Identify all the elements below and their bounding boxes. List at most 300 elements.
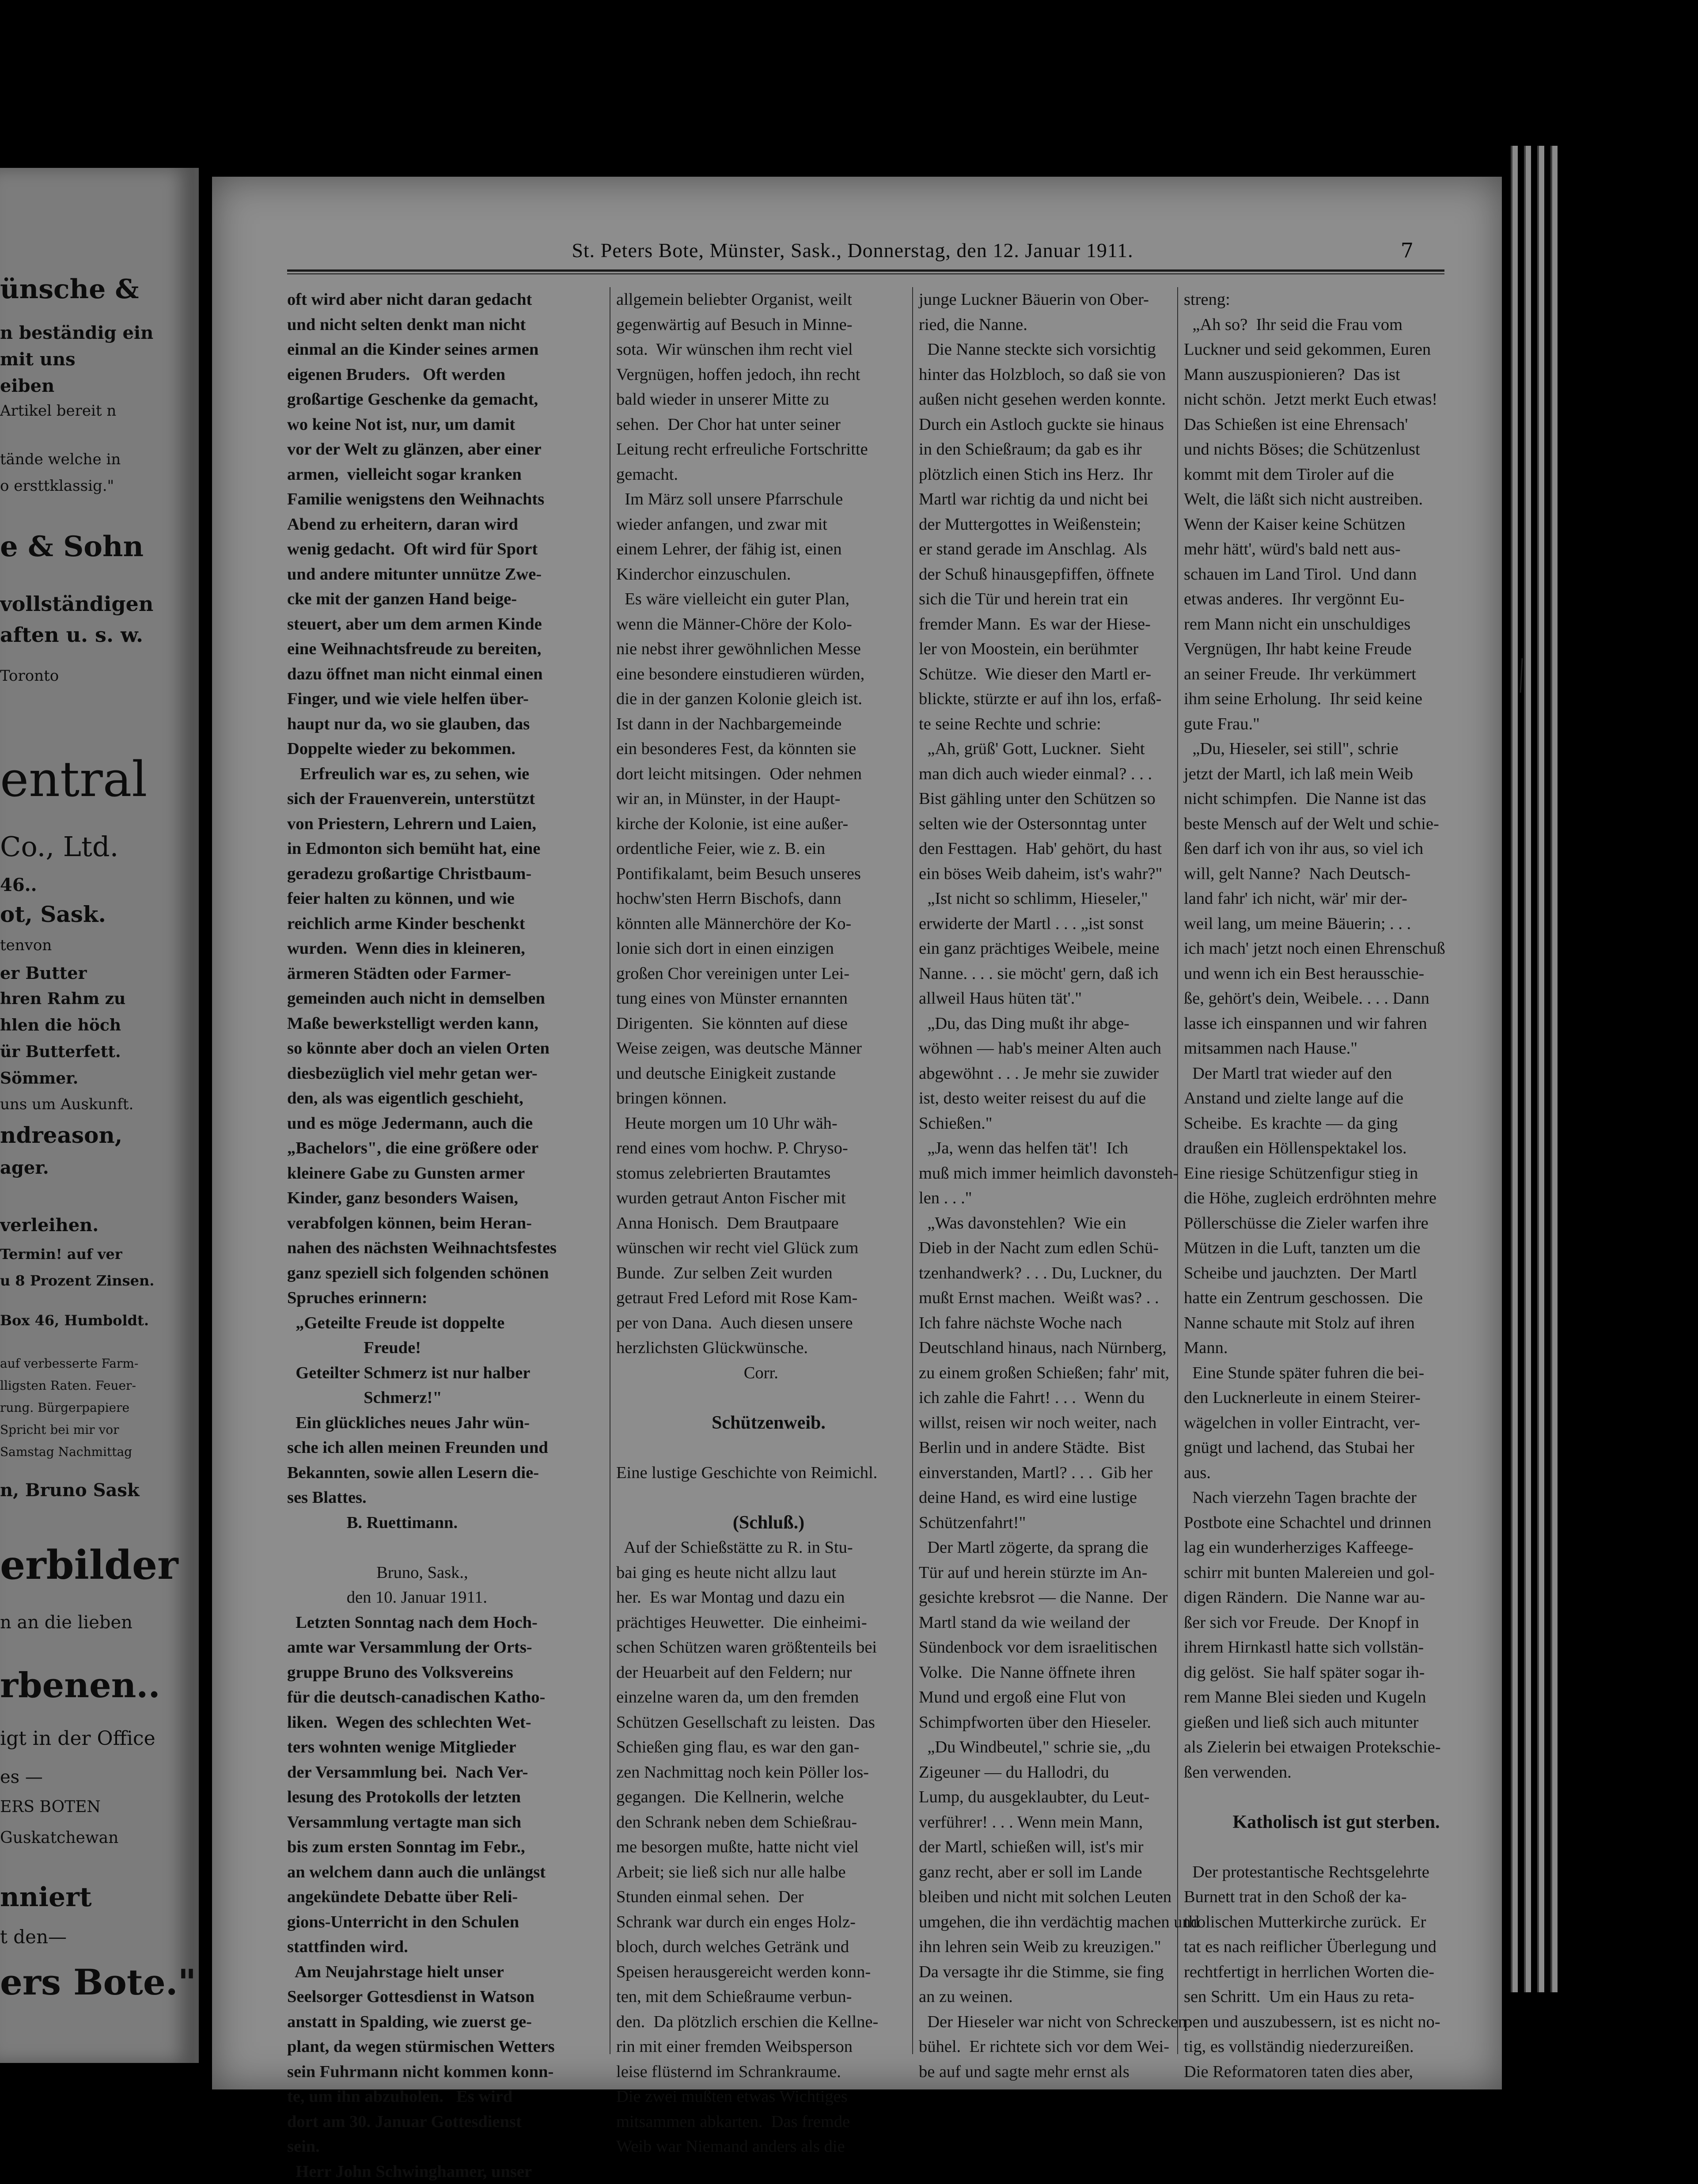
text-line: den Festtagen. Hab' gehört, du hast bbox=[919, 836, 1224, 861]
text-line: Pöllerschüsse die Zieler warfen ihre bbox=[1184, 1211, 1489, 1236]
text-line: wurden. Wenn dies in kleineren, bbox=[287, 936, 592, 961]
text-line: ters wohnten wenige Mitglieder bbox=[287, 1735, 592, 1760]
text-line: wurden getraut Anton Fischer mit bbox=[616, 1186, 921, 1211]
text-line: ten, mit dem Schießraume verbun- bbox=[616, 1984, 921, 2010]
text-line: ein besonderes Fest, da könnten sie bbox=[616, 736, 921, 762]
text-line: herzlichsten Glückwünsche. bbox=[616, 1335, 921, 1361]
text-line: allgemein beliebter Organist, weilt bbox=[616, 287, 921, 312]
text-line: Mann auszuspionieren? Das ist bbox=[1184, 362, 1489, 387]
left-page-line: aften u. s. w. bbox=[0, 623, 186, 647]
text-line: dazu öffnet man nicht einmal einen bbox=[287, 662, 592, 687]
text-line: den, als was eigentlich geschieht, bbox=[287, 1086, 592, 1111]
text-line: Schützen Gesellschaft zu leisten. Das bbox=[616, 1710, 921, 1735]
text-line: beste Mensch auf der Welt und schie- bbox=[1184, 811, 1489, 837]
text-line: liken. Wegen des schlechten Wet- bbox=[287, 1710, 592, 1735]
left-page-line: o ersttklassig." bbox=[0, 477, 186, 495]
text-line: plötzlich einen Stich ins Herz. Ihr bbox=[919, 462, 1224, 487]
text-line: deine Hand, es wird eine lustige bbox=[919, 1485, 1224, 1510]
text-line: gnügt und lachend, das Stubai her bbox=[1184, 1435, 1489, 1460]
text-line: bloch, durch welches Getränk und bbox=[616, 1934, 921, 1960]
text-line: abgewöhnt . . . Je mehr sie zuwider bbox=[919, 1061, 1224, 1086]
text-line: Bruno, Sask., bbox=[287, 1560, 592, 1585]
text-line bbox=[287, 1535, 592, 1560]
text-line: Weise zeigen, was deutsche Männer bbox=[616, 1036, 921, 1061]
text-line: zu einem großen Schießen; fahr' mit, bbox=[919, 1361, 1224, 1386]
text-line: land fahr' ich nicht, wär' mir der- bbox=[1184, 886, 1489, 911]
text-line: Lump, du ausgeklaubter, du Leut- bbox=[919, 1785, 1224, 1810]
text-line: Freude! bbox=[287, 1335, 592, 1361]
text-line: wo keine Not ist, nur, um damit bbox=[287, 412, 592, 437]
text-line: ried, die Nanne. bbox=[919, 312, 1224, 337]
text-line: blickte, stürzte er auf ihn los, erfaß- bbox=[919, 686, 1224, 712]
text-line: Heute morgen um 10 Uhr wäh- bbox=[616, 1111, 921, 1136]
left-page-line: t den— bbox=[0, 1926, 186, 1948]
text-line: tig, es vollständig niederzureißen. bbox=[1184, 2034, 1489, 2059]
text-line: Doppelte wieder zu bekommen. bbox=[287, 736, 592, 762]
text-line: haupt nur da, wo sie glauben, das bbox=[287, 712, 592, 737]
text-line: Corr. bbox=[616, 1361, 921, 1386]
text-line: bleiben und nicht mit solchen Leuten bbox=[919, 1884, 1224, 1910]
text-line: ßen darf ich von ihr aus, so viel ich bbox=[1184, 836, 1489, 861]
page-stack-edges bbox=[1511, 146, 1577, 1992]
newspaper-masthead-line: St. Peters Bote, Münster, Sask., Donnerstag, den 12. Januar 1911. bbox=[287, 239, 1418, 262]
text-line: bringen können. bbox=[616, 1086, 921, 1111]
text-line: wenig gedacht. Oft wird für Sport bbox=[287, 537, 592, 562]
page-number: 7 bbox=[1401, 239, 1414, 262]
left-page-line: Co., Ltd. bbox=[0, 830, 186, 863]
text-line: tat es nach reiflicher Überlegung und bbox=[1184, 1934, 1489, 1960]
text-line: leise flüsternd im Schrankraume. bbox=[616, 2059, 921, 2085]
text-line: Vergnügen, Ihr habt keine Freude bbox=[1184, 637, 1489, 662]
text-line: draußen ein Höllenspektakel los. bbox=[1184, 1136, 1489, 1161]
left-page-line: e & Sohn bbox=[0, 530, 186, 563]
text-line: junge Luckner Bäuerin von Ober- bbox=[919, 287, 1224, 312]
text-line: Burnett trat in den Schoß der ka- bbox=[1184, 1884, 1489, 1910]
left-page-line: ndreason, bbox=[0, 1122, 186, 1148]
text-line: schauen im Land Tirol. Und dann bbox=[1184, 562, 1489, 587]
text-line: steuert, aber um dem armen Kinde bbox=[287, 612, 592, 637]
text-line: gegangen. Die Kellnerin, welche bbox=[616, 1785, 921, 1810]
text-line: angekündete Debatte über Reli- bbox=[287, 1884, 592, 1910]
text-line bbox=[616, 1385, 921, 1410]
text-line: einem Lehrer, der fähig ist, einen bbox=[616, 537, 921, 562]
text-line: zen Nachmittag noch kein Pöller los- bbox=[616, 1760, 921, 1785]
text-line: Familie wenigstens den Weihnachts bbox=[287, 487, 592, 512]
text-line: eigenen Bruders. Oft werden bbox=[287, 362, 592, 387]
text-line: ses Blattes. bbox=[287, 1485, 592, 1510]
text-line: Am Neujahrstage hielt unser bbox=[287, 1960, 592, 1985]
text-line: Deutschland hinaus, nach Nürnberg, bbox=[919, 1335, 1224, 1361]
text-line: wenn die Männer-Chöre der Kolo- bbox=[616, 612, 921, 637]
text-line: digen Rändern. Die Nanne war au- bbox=[1184, 1585, 1489, 1610]
text-line: fremder Mann. Es war der Hiese- bbox=[919, 612, 1224, 637]
text-line: rem Manne Blei sieden und Kugeln bbox=[1184, 1685, 1489, 1710]
text-line: „Du, Hieseler, sei still", schrie bbox=[1184, 736, 1489, 762]
text-line: lesung des Protokolls der letzten bbox=[287, 1785, 592, 1810]
left-page-fragment bbox=[0, 168, 199, 2063]
text-line: stomus zelebrierten Brautamtes bbox=[616, 1161, 921, 1186]
text-line: der Martl, schießen will, ist's mir bbox=[919, 1835, 1224, 1860]
text-line: Maße bewerkstelligt werden kann, bbox=[287, 1011, 592, 1036]
text-line: Im März soll unsere Pfarrschule bbox=[616, 487, 921, 512]
left-page-line: ERS BOTEN bbox=[0, 1798, 186, 1816]
text-line: allweil Haus hüten tät'." bbox=[919, 986, 1224, 1011]
text-line: wieder anfangen, und zwar mit bbox=[616, 512, 921, 537]
pen-mark bbox=[1520, 658, 1524, 694]
text-line: ein ganz prächtiges Weibele, meine bbox=[919, 936, 1224, 961]
left-page-line: Artikel bereit n bbox=[0, 402, 186, 420]
text-line: ich mach' jetzt noch einen Ehrenschuß bbox=[1184, 936, 1489, 961]
left-page-line: u 8 Prozent Zinsen. bbox=[0, 1272, 186, 1289]
text-line: Ich fahre nächste Woche nach bbox=[919, 1311, 1224, 1336]
text-line: gegenwärtig auf Besuch in Minne- bbox=[616, 312, 921, 337]
text-line: Mann. bbox=[1184, 1335, 1489, 1361]
text-line: wir an, in Münster, in der Haupt- bbox=[616, 786, 921, 811]
text-line: Dieb in der Nacht zum edlen Schü- bbox=[919, 1236, 1224, 1261]
text-line: in den Schießraum; da gab es ihr bbox=[919, 437, 1224, 462]
text-line: Versammlung vertagte man sich bbox=[287, 1810, 592, 1835]
text-line: „Ah so? Ihr seid die Frau vom bbox=[1184, 312, 1489, 337]
left-page-line: er Butter bbox=[0, 963, 186, 983]
text-line: nahen des nächsten Weihnachtsfestes bbox=[287, 1236, 592, 1261]
text-line: der Versammlung bei. Nach Ver- bbox=[287, 1760, 592, 1785]
text-line: dort leicht mitsingen. Oder nehmen bbox=[616, 762, 921, 787]
text-line: eine Weihnachtsfreude zu bereiten, bbox=[287, 637, 592, 662]
text-line: ße, gehört's dein, Weibele. . . . Dann bbox=[1184, 986, 1489, 1011]
text-line: nie nebst ihrer gewöhnlichen Messe bbox=[616, 637, 921, 662]
text-line: Mund und ergoß eine Flut von bbox=[919, 1685, 1224, 1710]
text-line: „Du Windbeutel," schrie sie, „du bbox=[919, 1735, 1224, 1760]
left-page-line: entral bbox=[0, 751, 186, 808]
left-page-line: ünsche & bbox=[0, 274, 186, 305]
text-line: Geteilter Schmerz ist nur halber bbox=[287, 1361, 592, 1386]
text-line: ganz recht, aber er soll im Lande bbox=[919, 1860, 1224, 1885]
text-line: Speisen herausgereicht werden konn- bbox=[616, 1960, 921, 1985]
text-line: Seelsorger Gottesdienst in Watson bbox=[287, 1984, 592, 2010]
text-line: Kinderchor einzuschulen. bbox=[616, 562, 921, 587]
text-line: gute Frau." bbox=[1184, 712, 1489, 737]
text-line: Welt, die läßt sich nicht austreiben. bbox=[1184, 487, 1489, 512]
text-line: Scheibe und jauchzten. Der Martl bbox=[1184, 1261, 1489, 1286]
left-page-line: n beständig ein bbox=[0, 322, 186, 343]
text-line: rem Mann nicht ein unschuldiges bbox=[1184, 612, 1489, 637]
left-page-line: auf verbesserte Farm- bbox=[0, 1356, 186, 1371]
text-line: Luckner und seid gekommen, Euren bbox=[1184, 337, 1489, 362]
text-line: sich die Tür und herein trat ein bbox=[919, 587, 1224, 612]
article-column-1 bbox=[287, 287, 592, 2184]
left-page-line: rung. Bürgerpapiere bbox=[0, 1400, 186, 1415]
text-line: Eine lustige Geschichte von Reimichl. bbox=[616, 1460, 921, 1486]
text-line: Herr John Schwinghamer, unser bbox=[287, 2159, 592, 2184]
text-line: anstatt in Spalding, wie zuerst ge- bbox=[287, 2010, 592, 2035]
text-line: ein böses Weib daheim, ist's wahr?" bbox=[919, 861, 1224, 887]
text-line: Es wäre vielleicht ein guter Plan, bbox=[616, 587, 921, 612]
text-line: tung eines von Münster ernannten bbox=[616, 986, 921, 1011]
text-line: Arbeit; sie ließ sich nur alle halbe bbox=[616, 1860, 921, 1885]
header-rule bbox=[287, 269, 1444, 274]
left-page-line: rbenen.. bbox=[0, 1665, 186, 1706]
text-line: Nanne schaute mit Stolz auf ihren bbox=[1184, 1311, 1489, 1336]
left-page-line: es — bbox=[0, 1767, 186, 1787]
text-line: Scheibe. Es krachte — da ging bbox=[1184, 1111, 1489, 1136]
text-line: „Ist nicht so schlimm, Hieseler," bbox=[919, 886, 1224, 911]
text-line: bai ging es heute nicht allzu laut bbox=[616, 1560, 921, 1585]
text-line: schen Schützen waren größtenteils bei bbox=[616, 1635, 921, 1660]
left-page-line: tände welche in bbox=[0, 451, 186, 468]
text-line: be auf und sagte mehr ernst als bbox=[919, 2059, 1224, 2085]
text-line: selten wie der Ostersonntag unter bbox=[919, 811, 1224, 837]
text-line: ordentliche Feier, wie z. B. ein bbox=[616, 836, 921, 861]
text-line: lasse ich einspannen und wir fahren bbox=[1184, 1011, 1489, 1036]
text-line: rin mit einer fremden Weibsperson bbox=[616, 2034, 921, 2059]
text-line: er stand gerade im Anschlag. Als bbox=[919, 537, 1224, 562]
left-page-line: Guskatchewan bbox=[0, 1829, 186, 1847]
text-line: mitsammen abkarten. Das fremde bbox=[616, 2109, 921, 2135]
text-line: einmal an die Kinder seines armen bbox=[287, 337, 592, 362]
text-line: gemeinden auch nicht in demselben bbox=[287, 986, 592, 1011]
text-line: Weib war Niemand anders als die bbox=[616, 2134, 921, 2159]
text-line: gemacht. bbox=[616, 462, 921, 487]
text-line: sein Fuhrmann nicht kommen konn- bbox=[287, 2059, 592, 2085]
text-line: sota. Wir wünschen ihm recht viel bbox=[616, 337, 921, 362]
text-line: B. Ruettimann. bbox=[287, 1510, 592, 1536]
left-page-line: nniert bbox=[0, 1882, 186, 1913]
text-line: mußt Ernst machen. Weißt was? . . bbox=[919, 1285, 1224, 1311]
text-line: gruppe Bruno des Volksvereins bbox=[287, 1660, 592, 1685]
text-line: rend eines vom hochw. P. Chryso- bbox=[616, 1136, 921, 1161]
article-heading: Katholisch ist gut sterben. bbox=[1184, 1810, 1489, 1835]
text-line: dig gelöst. Sie half später sogar ih- bbox=[1184, 1660, 1489, 1685]
text-line: lag ein wunderherziges Kaffeege- bbox=[1184, 1535, 1489, 1560]
left-page-line: uns um Auskunft. bbox=[0, 1096, 186, 1113]
text-line: tholischen Mutterkirche zurück. Er bbox=[1184, 1910, 1489, 1935]
text-line: ganz speziell sich folgenden schönen bbox=[287, 1261, 592, 1286]
text-line: nicht schimpfen. Die Nanne ist das bbox=[1184, 786, 1489, 811]
text-line: „Du, das Ding mußt ihr abge- bbox=[919, 1011, 1224, 1036]
text-line: den. Da plötzlich erschien die Kellne- bbox=[616, 2010, 921, 2035]
text-line: gesichte krebsrot — die Nanne. Der bbox=[919, 1585, 1224, 1610]
text-line: und wenn ich ein Best herausschie- bbox=[1184, 961, 1489, 986]
text-line: te seine Rechte und schrie: bbox=[919, 712, 1224, 737]
left-page-line: erbilder bbox=[0, 1542, 186, 1589]
text-line: len . . ." bbox=[919, 1186, 1224, 1211]
text-line: ihm seine Erholung. Ihr seid keine bbox=[1184, 686, 1489, 712]
text-line: den 10. Januar 1911. bbox=[287, 1585, 592, 1610]
text-line: pen und auszubessern, ist es nicht no- bbox=[1184, 2010, 1489, 2035]
text-line: Dirigenten. Sie könnten auf diese bbox=[616, 1011, 921, 1036]
text-line: Nach vierzehn Tagen brachte der bbox=[1184, 1485, 1489, 1510]
text-line: die in der ganzen Kolonie gleich ist. bbox=[616, 686, 921, 712]
text-line: Der protestantische Rechtsgelehrte bbox=[1184, 1860, 1489, 1885]
text-line: weil lang, um meine Bäuerin; . . . bbox=[1184, 911, 1489, 937]
text-line: ist, desto weiter reisest du auf die bbox=[919, 1086, 1224, 1111]
text-line: bald wieder in unserer Mitte zu bbox=[616, 387, 921, 412]
text-line: feier halten zu können, und wie bbox=[287, 886, 592, 911]
page-header bbox=[287, 239, 1418, 269]
text-line: verabfolgen können, beim Heran- bbox=[287, 1211, 592, 1236]
text-line: Da versagte ihr die Stimme, sie fing bbox=[919, 1960, 1224, 1985]
left-page-line: ot, Sask. bbox=[0, 901, 186, 927]
left-page-line: Termin! auf ver bbox=[0, 1246, 186, 1263]
text-line: sich der Frauenverein, unterstützt bbox=[287, 786, 592, 811]
text-line: Der Martl zögerte, da sprang die bbox=[919, 1535, 1224, 1560]
text-line: ler von Moostein, ein berühmter bbox=[919, 637, 1224, 662]
text-line: und es möge Jedermann, auch die bbox=[287, 1111, 592, 1136]
text-line: prächtiges Heuwetter. Die einheimi- bbox=[616, 1610, 921, 1635]
text-line: Martl stand da wie weiland der bbox=[919, 1610, 1224, 1635]
left-page-line: Toronto bbox=[0, 667, 186, 685]
text-line: Das Schießen ist eine Ehrensach' bbox=[1184, 412, 1489, 437]
left-page-line: Sömmer. bbox=[0, 1069, 186, 1088]
text-line: Kinder, ganz besonders Waisen, bbox=[287, 1186, 592, 1211]
left-page-line: ers Bote." bbox=[0, 1961, 186, 2003]
text-line: Ist dann in der Nachbargemeinde bbox=[616, 712, 921, 737]
text-line: ich zahle die Fahrt! . . . Wenn du bbox=[919, 1385, 1224, 1410]
text-line: in Edmonton sich bemüht hat, eine bbox=[287, 836, 592, 861]
text-line: hatte ein Zentrum geschossen. Die bbox=[1184, 1285, 1489, 1311]
text-line bbox=[1184, 1785, 1489, 1810]
text-line: an welchem dann auch die unlängst bbox=[287, 1860, 592, 1885]
text-line: Die zwei mußten etwas Wichtiges bbox=[616, 2084, 921, 2109]
article-column-3 bbox=[919, 287, 1224, 2084]
text-line: ihrem Hirnkastl hatte sich vollstän- bbox=[1184, 1635, 1489, 1660]
text-line: Pontifikalamt, beim Besuch unseres bbox=[616, 861, 921, 887]
text-line: Anna Honisch. Dem Brautpaare bbox=[616, 1211, 921, 1236]
text-line: Volke. Die Nanne öffnete ihren bbox=[919, 1660, 1224, 1685]
text-line: her. Es war Montag und dazu ein bbox=[616, 1585, 921, 1610]
text-line: reichlich arme Kinder beschenkt bbox=[287, 911, 592, 937]
text-line: Der Hieseler war nicht von Schrecken bbox=[919, 2010, 1224, 2035]
left-page-line: ager. bbox=[0, 1157, 186, 1178]
text-line: sehen. Der Chor hat unter seiner bbox=[616, 412, 921, 437]
text-line: Bunde. Zur selben Zeit wurden bbox=[616, 1261, 921, 1286]
text-line: verführer! . . . Wenn mein Mann, bbox=[919, 1810, 1224, 1835]
text-line bbox=[616, 1485, 921, 1510]
left-page-line: lligsten Raten. Feuer- bbox=[0, 1378, 186, 1393]
text-line: per von Dana. Auch diesen unsere bbox=[616, 1311, 921, 1336]
text-line: rechtfertigt in herrlichen Worten die- bbox=[1184, 1960, 1489, 1985]
text-line: bühel. Er richtete sich vor dem Wei- bbox=[919, 2034, 1224, 2059]
article-column-4 bbox=[1184, 287, 1489, 2084]
article-heading: Schützenweib. bbox=[616, 1410, 921, 1436]
text-line: Die Nanne steckte sich vorsichtig bbox=[919, 337, 1224, 362]
text-line: als Zielerin bei etwaigen Protekschie- bbox=[1184, 1735, 1489, 1760]
text-line: ßer sich vor Freude. Der Knopf in bbox=[1184, 1610, 1489, 1635]
text-line: Eine Stunde später fuhren die bei- bbox=[1184, 1361, 1489, 1386]
text-line: wöhnen — hab's meiner Alten auch bbox=[919, 1036, 1224, 1061]
text-line: so könnte aber doch an vielen Orten bbox=[287, 1036, 592, 1061]
text-line: Anstand und zielte lange auf die bbox=[1184, 1086, 1489, 1111]
text-line: Abend zu erheitern, daran wird bbox=[287, 512, 592, 537]
text-line: etwas anderes. Ihr vergönnt Eu- bbox=[1184, 587, 1489, 612]
text-line: Wenn der Kaiser keine Schützen bbox=[1184, 512, 1489, 537]
text-line: amte war Versammlung der Orts- bbox=[287, 1635, 592, 1660]
text-line: und nichts Böses; die Schützenlust bbox=[1184, 437, 1489, 462]
text-line: plant, da wegen stürmischen Wetters bbox=[287, 2034, 592, 2059]
text-line: Schütze. Wie dieser den Martl er- bbox=[919, 662, 1224, 687]
text-line: aus. bbox=[1184, 1460, 1489, 1486]
text-line: einverstanden, Martl? . . . Gib her bbox=[919, 1460, 1224, 1486]
text-line: Bist gähling unter den Schützen so bbox=[919, 786, 1224, 811]
text-line: diesbezüglich viel mehr getan wer- bbox=[287, 1061, 592, 1086]
text-line: Auf der Schießstätte zu R. in Stu- bbox=[616, 1535, 921, 1560]
text-line: Schießen ging flau, es war den gan- bbox=[616, 1735, 921, 1760]
text-line: an seiner Freude. Ihr verkümmert bbox=[1184, 662, 1489, 687]
text-line: armen, vielleicht sogar kranken bbox=[287, 462, 592, 487]
text-line: Leitung recht erfreuliche Fortschritte bbox=[616, 437, 921, 462]
left-page-line: verleihen. bbox=[0, 1215, 186, 1236]
text-line: Schießen." bbox=[919, 1111, 1224, 1136]
text-line: oft wird aber nicht daran gedacht bbox=[287, 287, 592, 312]
text-line: umgehen, die ihn verdächtig machen und bbox=[919, 1910, 1224, 1935]
text-line: der Muttergottes in Weißenstein; bbox=[919, 512, 1224, 537]
text-line: geradezu großartige Christbaum- bbox=[287, 861, 592, 887]
text-line: schirr mit bunten Malereien und gol- bbox=[1184, 1560, 1489, 1585]
text-line: der Heuarbeit auf den Feldern; nur bbox=[616, 1660, 921, 1685]
newspaper-page bbox=[212, 177, 1502, 2089]
text-line: Martl war richtig da und nicht bei bbox=[919, 487, 1224, 512]
text-line: den Schrank neben dem Schießrau- bbox=[616, 1810, 921, 1835]
left-page-line: 46.. bbox=[0, 875, 186, 895]
text-line: muß mich immer heimlich davonsteh- bbox=[919, 1161, 1224, 1186]
text-line: einzelne waren da, um den fremden bbox=[616, 1685, 921, 1710]
left-page-line: hlen die höch bbox=[0, 1016, 186, 1035]
text-line: man dich auch wieder einmal? . . . bbox=[919, 762, 1224, 787]
text-line: sein. bbox=[287, 2134, 592, 2159]
text-line: gießen und ließ sich auch mitunter bbox=[1184, 1710, 1489, 1735]
text-line: die Höhe, zugleich erdröhnten mehre bbox=[1184, 1186, 1489, 1211]
text-line: mehr hätt', würd's bald nett aus- bbox=[1184, 537, 1489, 562]
text-line: tzenhandwerk? . . . Du, Luckner, du bbox=[919, 1261, 1224, 1286]
text-line: Finger, und wie viele helfen über- bbox=[287, 686, 592, 712]
text-line: und andere mitunter unnütze Zwe- bbox=[287, 562, 592, 587]
text-line: Tür auf und herein stürzte im An- bbox=[919, 1560, 1224, 1585]
text-line: gions-Unterricht in den Schulen bbox=[287, 1910, 592, 1935]
left-page-line: mit uns bbox=[0, 349, 186, 370]
left-page-line: ür Butterfett. bbox=[0, 1043, 186, 1061]
text-line: mitsammen nach Hause." bbox=[1184, 1036, 1489, 1061]
text-line: kommt mit dem Tiroler auf die bbox=[1184, 462, 1489, 487]
text-line: erwiderte der Martl . . . „ist sonst bbox=[919, 911, 1224, 937]
left-page-line: hren Rahm zu bbox=[0, 990, 186, 1008]
text-line: stattfinden wird. bbox=[287, 1934, 592, 1960]
left-page-line: Spricht bei mir vor bbox=[0, 1422, 186, 1437]
text-line: nicht schön. Jetzt merkt Euch etwas! bbox=[1184, 387, 1489, 412]
text-line: wägelchen in voller Eintracht, ver- bbox=[1184, 1410, 1489, 1436]
text-line: Stunden einmal sehen. Der bbox=[616, 1884, 921, 1910]
text-line: Die Reformatoren taten dies aber, bbox=[1184, 2059, 1489, 2085]
left-page-line: tenvon bbox=[0, 937, 186, 954]
text-line: hochw'sten Herrn Bischofs, dann bbox=[616, 886, 921, 911]
text-line: jetzt der Martl, ich laß mein Weib bbox=[1184, 762, 1489, 787]
text-line: und deutsche Einigkeit zustande bbox=[616, 1061, 921, 1086]
text-line: der Schuß hinausgepfiffen, öffnete bbox=[919, 562, 1224, 587]
text-line: streng: bbox=[1184, 287, 1489, 312]
text-line: „Ja, wenn das helfen tät'! Ich bbox=[919, 1136, 1224, 1161]
text-line: hinter das Holzbloch, so daß sie von bbox=[919, 362, 1224, 387]
text-line: Berlin und in andere Städte. Bist bbox=[919, 1435, 1224, 1460]
text-line: Der Martl trat wieder auf den bbox=[1184, 1061, 1489, 1086]
text-line: außen nicht gesehen werden konnte. bbox=[919, 387, 1224, 412]
left-page-line: eiben bbox=[0, 375, 186, 396]
text-line: „Ah, grüß' Gott, Luckner. Sieht bbox=[919, 736, 1224, 762]
text-line: Postbote eine Schachtel und drinnen bbox=[1184, 1510, 1489, 1536]
text-line: Ein glückliches neues Jahr wün- bbox=[287, 1410, 592, 1436]
left-page-line: Box 46, Humboldt. bbox=[0, 1312, 186, 1329]
text-line: Vergnügen, hoffen jedoch, ihn recht bbox=[616, 362, 921, 387]
text-line: sen Schritt. Um ein Haus zu reta- bbox=[1184, 1984, 1489, 2010]
text-line: Mützen in die Luft, tanzten um die bbox=[1184, 1236, 1489, 1261]
